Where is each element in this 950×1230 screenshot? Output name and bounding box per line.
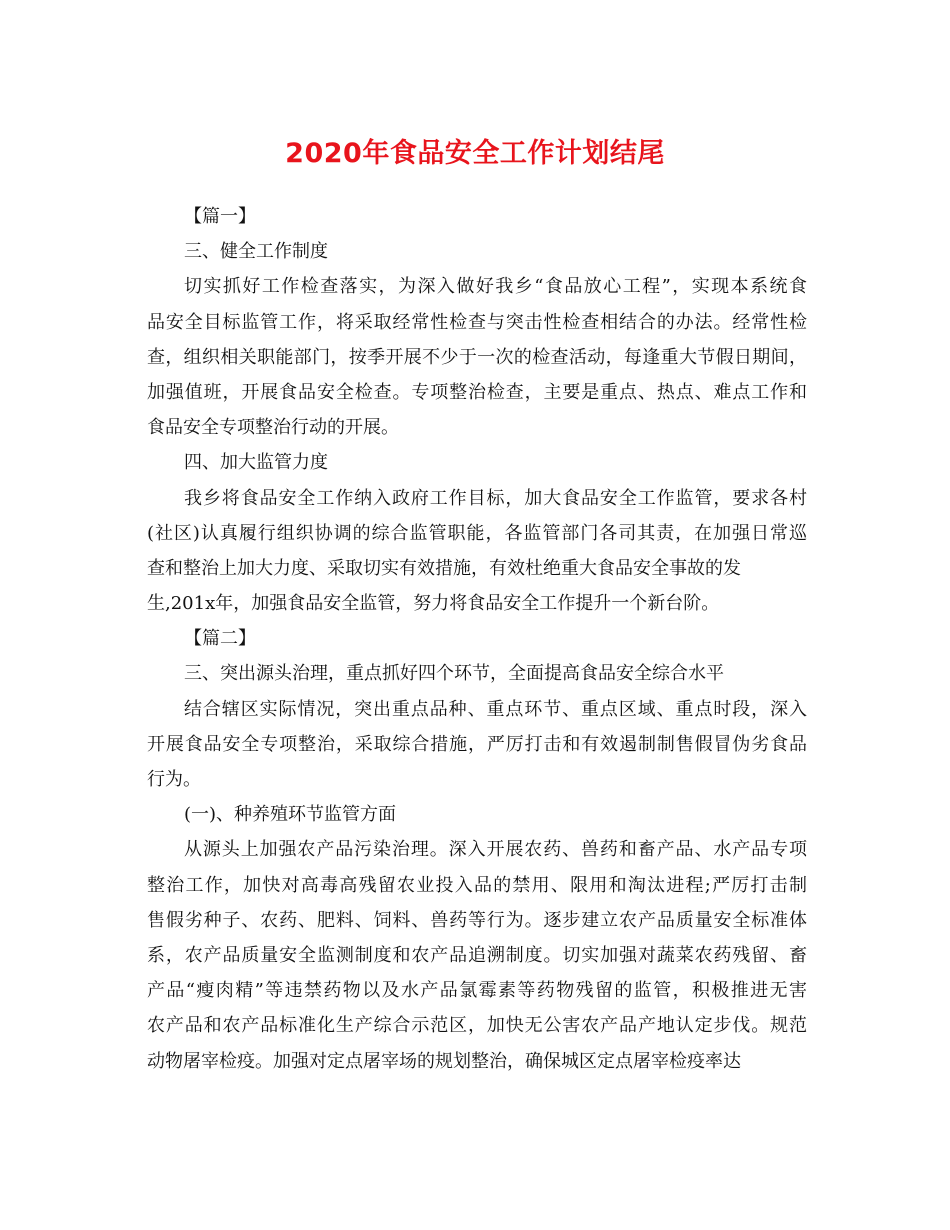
paragraph-line: 品安全目标监管工作，将采取经常性检查与突击性检查相结合的办法。经常性检 — [147, 311, 807, 333]
paragraph-line: 从源头上加强农产品污染治理。深入开展农药、兽药和畜产品、水产品专项 — [184, 839, 807, 861]
paragraph-line: 售假劣种子、农药、肥料、饲料、兽药等行为。逐步建立农产品质量安全标准体 — [147, 909, 807, 931]
paragraph-line: 产品“瘦肉精”等违禁药物以及水产品氯霉素等药物残留的监管，积极推进无害 — [147, 980, 807, 1002]
paragraph-line: 开展食品安全专项整治，采取综合措施，严厉打击和有效遏制制售假冒伪劣食品 — [147, 733, 807, 755]
paragraph-line: 加强值班，开展食品安全检查。专项整治检查，主要是重点、热点、难点工作和 — [147, 381, 807, 403]
paragraph-line: 动物屠宰检疫。加强对定点屠宰场的规划整治，确保城区定点屠宰检疫率达 — [147, 1050, 741, 1072]
subheading: 四、加大监管力度 — [184, 452, 328, 474]
section-heading: 【篇一】 — [184, 206, 256, 227]
document-title: 2020年食品安全工作计划结尾 — [285, 138, 665, 169]
paragraph-line: 食品安全专项整治行动的开展。 — [147, 417, 399, 439]
section-heading: 【篇二】 — [184, 628, 256, 650]
paragraph-line: 结合辖区实际情况，突出重点品种、重点环节、重点区域、重点时段，深入 — [184, 698, 807, 720]
paragraph-line: 查，组织相关职能部门，按季开展不少于一次的检查活动，每逢重大节假日期间， — [147, 346, 807, 368]
paragraph-line: 整治工作，加快对高毒高残留农业投入品的禁用、限用和淘汰进程;严厉打击制 — [147, 874, 807, 896]
subheading: 三、突出源头治理，重点抓好四个环节，全面提高食品安全综合水平 — [184, 663, 724, 685]
paragraph-line: 切实抓好工作检查落实，为深入做好我乡“食品放心工程”，实现本系统食 — [184, 276, 807, 298]
subheading: 三、健全工作制度 — [184, 241, 328, 263]
paragraph-line: (社区)认真履行组织协调的综合监管职能，各监管部门各司其责，在加强日常巡 — [147, 522, 807, 544]
paragraph-line: 生,201x年，加强食品安全监管，努力将食品安全工作提升一个新台阶。 — [147, 593, 720, 615]
paragraph-line: 我乡将食品安全工作纳入政府工作目标，加大食品安全工作监管，要求各村 — [184, 487, 807, 509]
paragraph-line: 查和整治上加大力度、采取切实有效措施，有效杜绝重大食品安全事故的发 — [147, 557, 741, 579]
subheading: (一)、种养殖环节监管方面 — [184, 804, 397, 826]
paragraph-line: 行为。 — [147, 769, 201, 790]
paragraph-line: 系，农产品质量安全监测制度和农产品追溯制度。切实加强对蔬菜农药残留、畜 — [147, 944, 807, 966]
paragraph-line: 农产品和农产品标准化生产综合示范区，加快无公害农产品产地认定步伐。规范 — [147, 1015, 807, 1037]
document-body — [147, 199, 807, 1079]
